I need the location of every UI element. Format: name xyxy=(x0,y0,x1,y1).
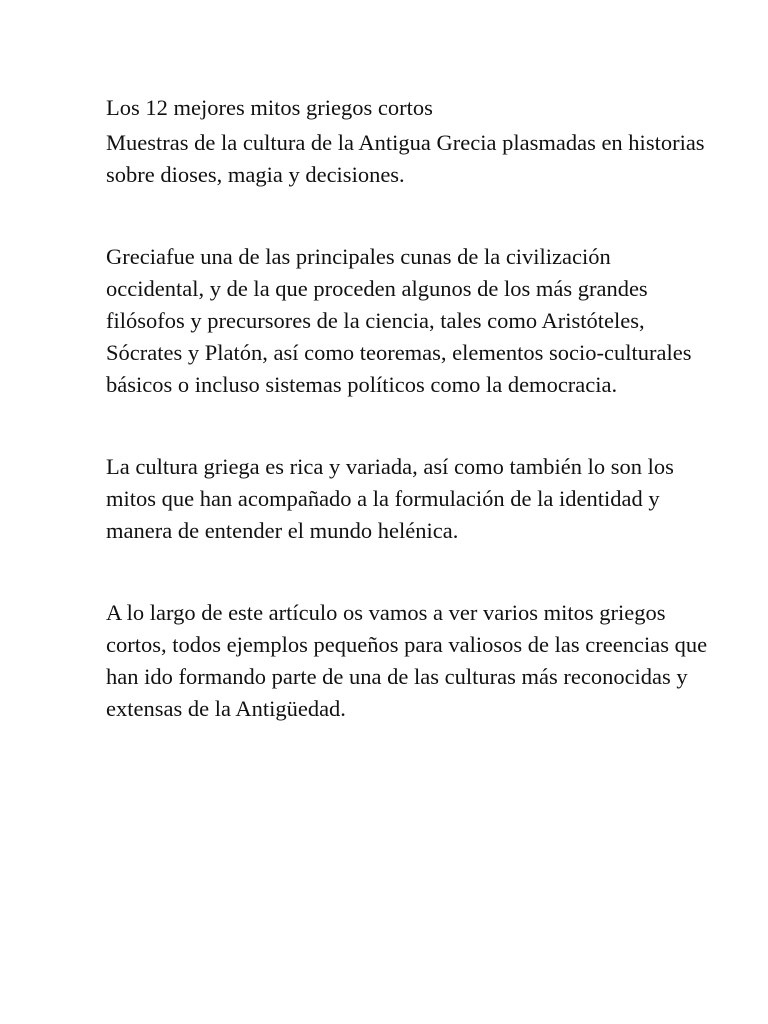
paragraph-cultura: La cultura griega es rica y variada, así como también lo son los mitos que han acompañado a la formulación de la identidad y manera de entender el mundo helénica. xyxy=(106,454,674,543)
document-title: Los 12 mejores mitos griegos cortos xyxy=(106,95,433,120)
document-subtitle: Muestras de la cultura de la Antigua Grecia plasmadas en historias sobre dioses, magia y decisiones. xyxy=(106,130,705,187)
paragraph-articulo: A lo largo de este artículo os vamos a ver varios mitos griegos cortos, todos ejemplos pequeños para valiosos de las creencias que han ido formando parte de una de las culturas más reconocidas y extensas de la Antigüedad. xyxy=(106,600,708,721)
paragraph-grecia: Greciafue una de las principales cunas de la civilización occidental, y de la que proceden algunos de los más grandes filósofos y precursores de la ciencia, tales como Aristóteles, Sócrates y Platón, así como teoremas, elementos socio-culturales básicos o incluso sistemas políticos como la democracia. xyxy=(106,244,692,397)
